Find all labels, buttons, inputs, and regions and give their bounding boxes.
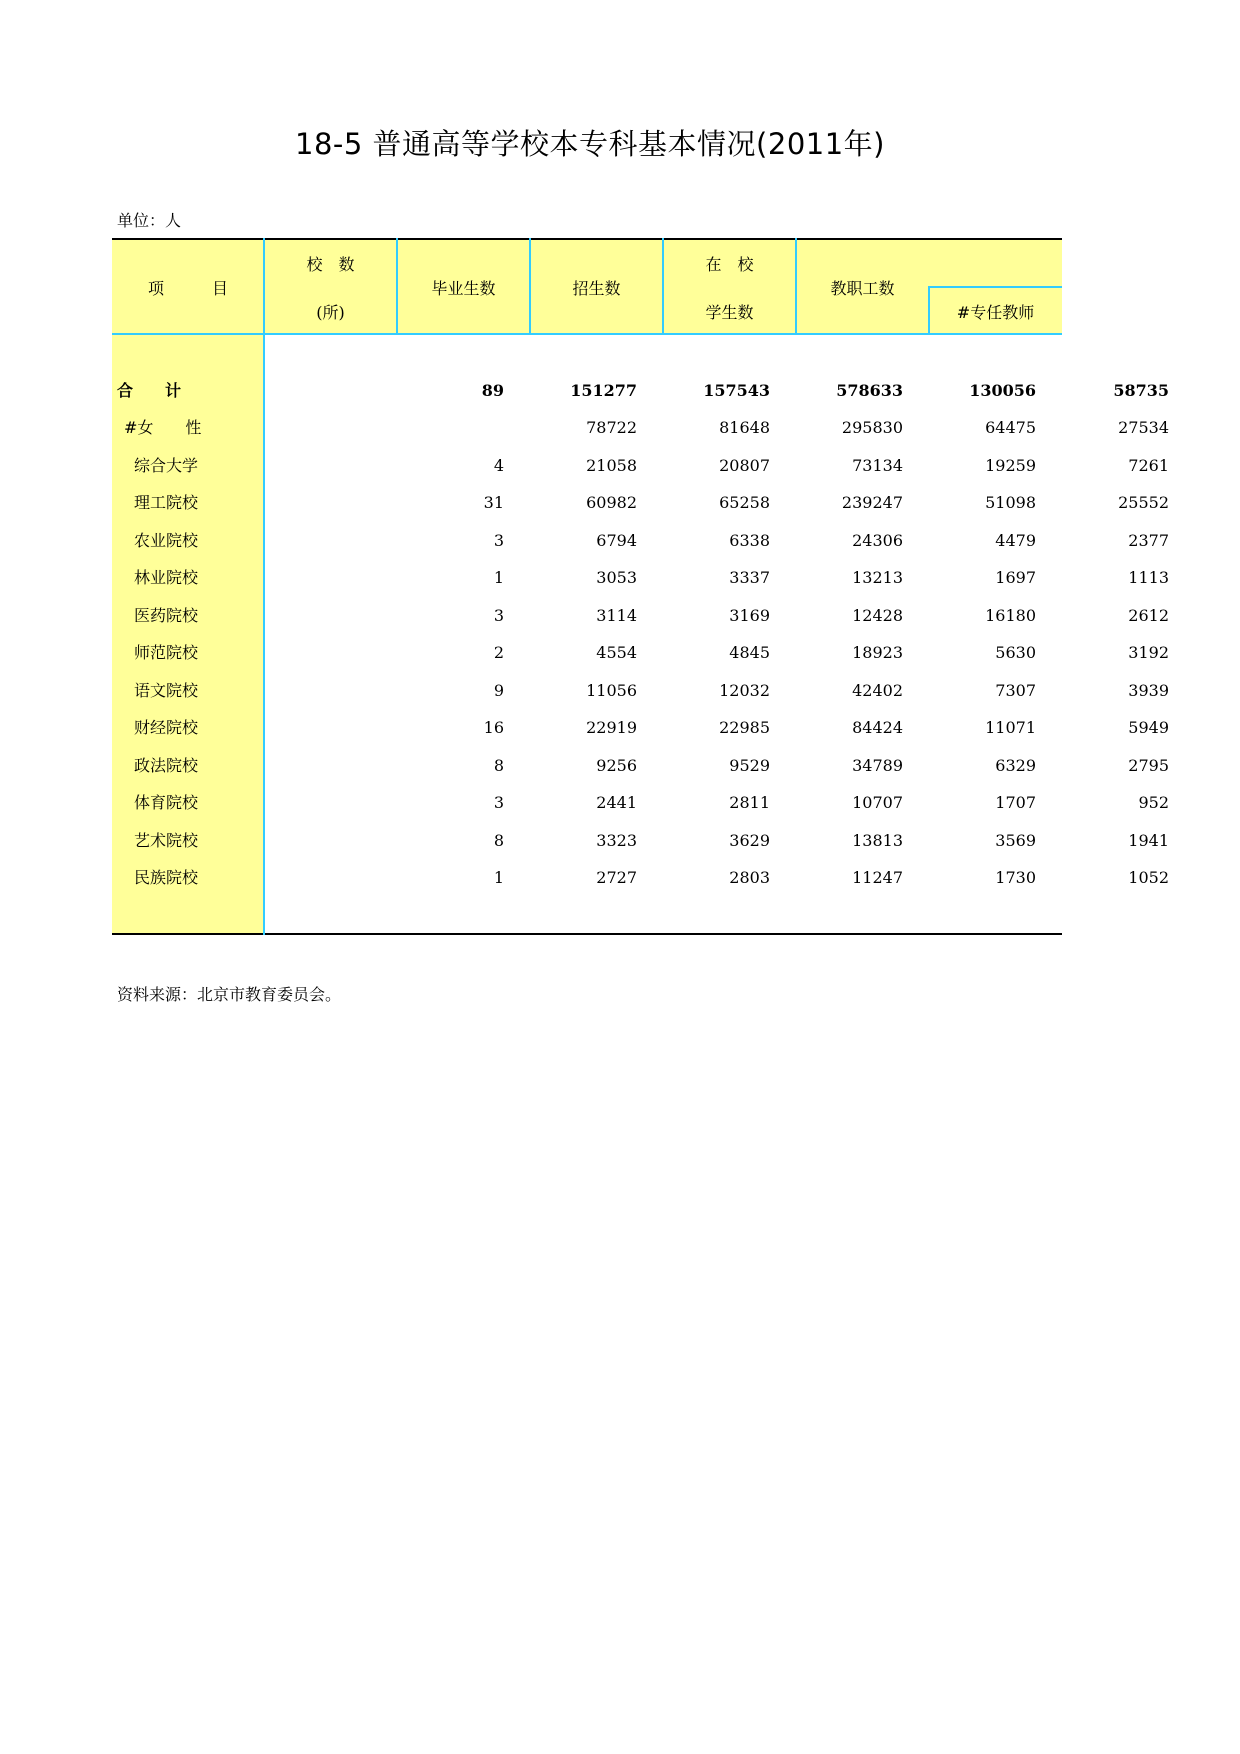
cell-staff: 7307: [995, 681, 1036, 700]
cell-graduates: 60982: [586, 493, 637, 512]
cell-staff: 130056: [969, 381, 1036, 400]
cell-staff: 64475: [985, 418, 1036, 437]
cell-teachers: 58735: [1113, 381, 1169, 400]
header-schools: 校 数: [306, 255, 355, 274]
cell-students: 18923: [852, 643, 903, 662]
statistics-table: [112, 238, 1169, 935]
row-label: 体育院校: [134, 793, 199, 812]
cell-schools: 4: [493, 456, 504, 475]
cell-graduates: 6794: [596, 531, 637, 550]
table-row: [112, 597, 1169, 634]
staff-subheader-rule: [928, 286, 1062, 288]
cell-teachers: 5949: [1128, 718, 1169, 737]
cell-schools: 1: [493, 568, 504, 587]
cell-graduates: 78722: [586, 418, 637, 437]
cell-graduates: 3323: [596, 831, 637, 850]
cell-students: 13213: [852, 568, 903, 587]
header-teachers: #专任教师: [956, 303, 1035, 322]
cell-staff: 51098: [985, 493, 1036, 512]
row-label: 民族院校: [134, 868, 199, 887]
cell-enrollment: 157543: [703, 381, 770, 400]
cell-students: 13813: [852, 831, 903, 850]
cell-enrollment: 65258: [719, 493, 770, 512]
cell-teachers: 27534: [1118, 418, 1169, 437]
row-label: 语文院校: [134, 681, 199, 700]
table-row: [112, 484, 1169, 521]
cell-schools: 3: [493, 531, 504, 550]
cell-students: 84424: [852, 718, 903, 737]
cell-teachers: 2612: [1128, 606, 1169, 625]
cell-schools: 8: [493, 756, 504, 775]
cell-enrollment: 3629: [729, 831, 770, 850]
cell-staff: 4479: [995, 531, 1036, 550]
cell-enrollment: 9529: [729, 756, 770, 775]
cell-graduates: 21058: [586, 456, 637, 475]
row-label: 师范院校: [134, 643, 199, 662]
cell-graduates: 2727: [596, 868, 637, 887]
row-label: #女 性: [124, 418, 202, 437]
header-students: 在 校: [705, 255, 754, 274]
row-label: 医药院校: [134, 606, 199, 625]
cell-students: 239247: [841, 493, 903, 512]
cell-schools: 31: [483, 493, 504, 512]
header-graduates: 毕业生数: [431, 279, 496, 298]
cell-staff: 5630: [995, 643, 1036, 662]
cell-teachers: 1941: [1128, 831, 1169, 850]
cell-enrollment: 4845: [729, 643, 770, 662]
cell-enrollment: 20807: [719, 456, 770, 475]
header-enrollment: 招生数: [572, 279, 621, 298]
cell-schools: 3: [493, 606, 504, 625]
cell-enrollment: 12032: [719, 681, 770, 700]
cell-teachers: 2795: [1128, 756, 1169, 775]
cell-staff: 19259: [985, 456, 1036, 475]
table-row: [112, 859, 1169, 896]
cell-teachers: 3939: [1128, 681, 1169, 700]
header-staff: 教职工数: [830, 279, 895, 298]
cell-teachers: 25552: [1118, 493, 1169, 512]
cell-graduates: 3053: [596, 568, 637, 587]
cell-students: 34789: [852, 756, 903, 775]
cell-schools: 1: [493, 868, 504, 887]
cell-teachers: 7261: [1128, 456, 1169, 475]
row-label: 理工院校: [134, 493, 199, 512]
cell-staff: 11071: [985, 718, 1036, 737]
table-row: [112, 672, 1169, 709]
source-note: 资料来源：北京市教育委员会。: [117, 985, 342, 1004]
table-row: [112, 747, 1169, 784]
cell-enrollment: 22985: [719, 718, 770, 737]
cell-students: 295830: [841, 418, 903, 437]
cell-graduates: 2441: [596, 793, 637, 812]
row-label: 财经院校: [134, 718, 199, 737]
header-students-line2: 学生数: [705, 303, 754, 322]
cell-students: 42402: [852, 681, 903, 700]
cell-graduates: 3114: [596, 606, 637, 625]
cell-staff: 3569: [995, 831, 1036, 850]
cell-enrollment: 3337: [729, 568, 770, 587]
cell-students: 73134: [852, 456, 903, 475]
cell-students: 10707: [852, 793, 903, 812]
cell-students: 24306: [852, 531, 903, 550]
cell-schools: 89: [481, 381, 504, 400]
cell-schools: 2: [493, 643, 504, 662]
cell-staff: 1697: [995, 568, 1036, 587]
unit-label: 单位：人: [117, 211, 182, 230]
cell-staff: 1730: [995, 868, 1036, 887]
table-row: [112, 409, 1169, 446]
table-row: [112, 372, 1169, 409]
row-label: 农业院校: [134, 531, 199, 550]
table-row: [112, 559, 1169, 596]
cell-teachers: 2377: [1128, 531, 1169, 550]
row-label: 政法院校: [134, 756, 199, 775]
table-top-rule: [112, 238, 1062, 240]
page-title: 18-5 普通高等学校本专科基本情况(2011年): [295, 127, 885, 161]
cell-graduates: 4554: [596, 643, 637, 662]
header-item: 项 目: [147, 279, 228, 298]
cell-students: 578633: [836, 381, 903, 400]
row-label: 林业院校: [134, 568, 199, 587]
header-bottom-rule: [112, 333, 1062, 335]
row-label: 综合大学: [134, 456, 199, 475]
table-row: [112, 522, 1169, 559]
cell-staff: 1707: [995, 793, 1036, 812]
cell-enrollment: 6338: [729, 531, 770, 550]
cell-enrollment: 2811: [729, 793, 770, 812]
cell-teachers: 1113: [1128, 568, 1169, 587]
cell-teachers: 3192: [1128, 643, 1169, 662]
cell-teachers: 1052: [1128, 868, 1169, 887]
header-schools-unit: (所): [316, 303, 345, 322]
table-row: [112, 822, 1169, 859]
table-bottom-rule: [112, 933, 1062, 935]
cell-schools: 16: [483, 718, 504, 737]
cell-enrollment: 3169: [729, 606, 770, 625]
cell-students: 12428: [852, 606, 903, 625]
cell-staff: 16180: [985, 606, 1036, 625]
cell-schools: 9: [493, 681, 504, 700]
table-row: [112, 709, 1169, 746]
cell-staff: 6329: [995, 756, 1036, 775]
row-label: 艺术院校: [134, 831, 199, 850]
cell-schools: 3: [493, 793, 504, 812]
cell-schools: 8: [493, 831, 504, 850]
cell-graduates: 151277: [570, 381, 637, 400]
cell-graduates: 9256: [596, 756, 637, 775]
cell-teachers: 952: [1138, 793, 1169, 812]
cell-students: 11247: [852, 868, 903, 887]
row-label: 合 计: [117, 381, 182, 400]
table-row: [112, 784, 1169, 821]
table-row: [112, 634, 1169, 671]
table-row: [112, 447, 1169, 484]
cell-enrollment: 81648: [719, 418, 770, 437]
cell-graduates: 22919: [586, 718, 637, 737]
cell-enrollment: 2803: [729, 868, 770, 887]
cell-graduates: 11056: [586, 681, 637, 700]
